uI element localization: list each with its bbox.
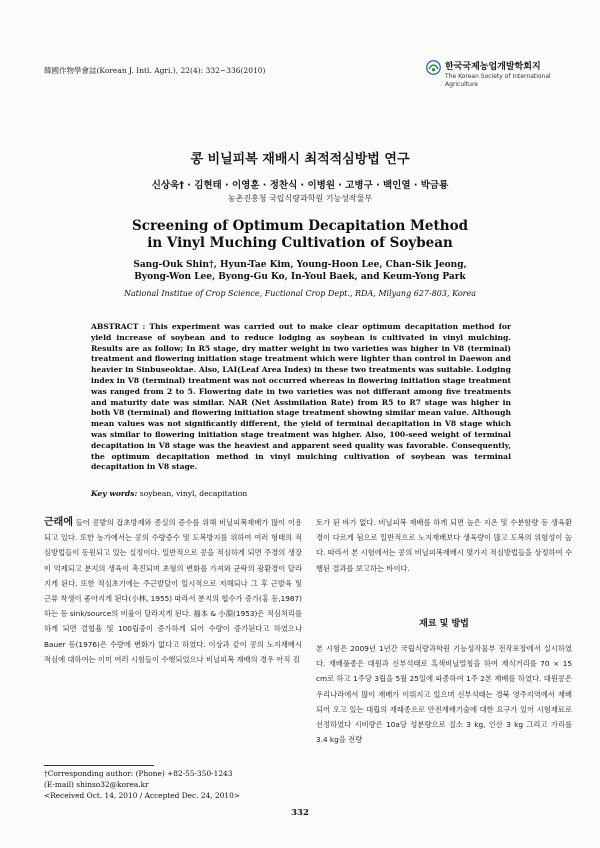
english-authors-line1: Sang-Ouk Shin†, Hyun-Tae Kim, Young-Hoon Lee, Chan-Sik Jeong, [133,260,467,270]
page-number: 332 [291,808,309,818]
methods-text: 본 시험은 2009년 1년간 국립식량과학원 기능성작물부 전작포장에서 실시하였다. 재배품종은 대원과 신부석태로 흑색비닐멀칭을 하여 재식거리를 70 × 15 cm로 하고 1주당 3립을 5월 25일에 파종하여 1주 2본 재배를 하였다. 대원콩은 우리나라에서 많이 재배가 이뤄지고 있으며 신부석태는 경북 영주지역에서 재배되어 오고 있는 대립의 재래종으로 안전재배기술에 대한 요구가 있어 시험재료로 선정하였다 시비량은 10a당 성분량으로 질소 3 kg, 인산 3 kg 그리고 가리를 3.4 kg을 전량 [316,644,572,745]
korean-title: 콩 비닐피복 재배시 최적적심방법 연구 [190,152,410,167]
keywords-label: Key words: [91,489,138,498]
society-logo-icon [426,60,441,75]
introduction-text: 들어 콩밭의 잡초방제와 종실의 증수를 위해 비닐피복재배가 많이 이용되고 있다. 또한 농가에서는 콩의 수량증수 및 도복방지를 위하여 여러 형태의 적심방법들이 동원되고 있는 실정이다. 일반적으로 콩을 적심하게 되면 주경의 생장이 억제되고 분지의 생육이 촉진되며 초형의 변화를 가져와 군락의 광환경이 달라지게 된다. 또한 적심초기에는 주근발달이 일시적으로 저해되나 그 후 근발육 및 근류 착생이 좋아지게 된다(小林, 1955) 따라서 분지의 협수가 증가(홍 등,1987)하는 등 sink/source의 비율이 달라지게 된다. 福本 & 小淵(1953)은 적심처리를 하게 되면 결협율 및 100립중이 증가하게 되어 수량이 증가된다고 하였으나 Bauer 등(1976)은 수량에 변화가 없다고 하였다. 이상과 같이 콩의 노지재배시 적심에 대하여는 이미 여러 시험들이 수행되었으나 비닐피복 재배의 경우 아직 검 [44,518,302,664]
society-name-korean: 한국국제농업개발학회지 [445,62,541,72]
english-authors-line2: Byong-Won Lee, Byong-Gu Ko, In-Youl Baek, and Keum-Yong Park [134,272,466,282]
keywords-list: soybean, vinyl, decapitation [139,489,248,498]
footnote-divider [44,765,154,766]
footnotes [44,768,302,802]
corresponding-author: †Corresponding author: (Phone) +82-55-350-1243 [44,769,233,778]
korean-affiliation: 농촌진흥청 국립식량과학원 기능성작물부 [227,194,373,203]
english-title [0,218,600,252]
methods-heading: 재료 및 방법 [419,619,469,629]
introduction-continued: 토가 된 바가 없다. 비닐피복 재배를 하게 되면 높은 지온 및 수분함량 등 생육환경이 다르게 됨으로 일반적으로 노지재배보다 생육량이 많고 도복의 위험성이 높다. 따라서 본 시험에서는 콩의 비닐피복재배시 몇가지 적심방법들을 상정하여 수행된 결과를 보고하는 바이다. [316,518,572,573]
author-email: (E-mail) shinso32@korea.kr [44,780,149,790]
english-affiliation: National Institue of Crop Science, Fuctional Crop Dept., RDA, Milyang 627-803, Korea [124,289,476,298]
english-title-line2: in Vinyl Muching Cultivation of Soybean [147,235,453,251]
received-dates: <Received Oct. 14, 2010 / Accepted Dec. 24, 2010> [44,791,240,801]
society-name-english: The Korean Society of International Agriculture [445,73,551,88]
keywords [91,489,247,498]
abstract: ABSTRACT : This experiment was carried out to make clear optimum decapitation method for yield increase of soybean and to reduce lodging as soybean is cultivated in vinyl mulching. Results are as follow; In R5 stage, dry matter weight in two varieties was higher in V8 (terminal) treatment and flowering initiation stage treatment which were lighter than control in Daewon and heavier in Sinbuseoktae. Also, LAI(Leaf Area Index) in these two treatments was suitable. Lodging index in V8 (terminal) treatment was not occurred whereas in flowering initiation stage treatment was ranged from 2 to 5. Flowering date in two varieties was not differant among five treatments and maturity date was similar. NAR (Net Assimilation Rate) from R5 to R7 stage was higher in both V8 (terminal) and flowering initiation stage treatment showing similar mean value. Although mean values was not significantly different, the yield of terminal decapitation in V8 stage which was similar to flowering initiation stage treatment was higher. Also, 100-seed weight of terminal decapitation in V8 stage was the heaviest and apparent seed quality was favorable. Consequently, the optimum decapitation method in vinyl mulching cultivation of soybean was terminal decapitation in V8 stage. [91,322,511,472]
english-authors [0,259,600,283]
introduction-column [44,515,302,667]
introduction-lead-word: 근래에 [44,517,73,528]
english-title-line1: Screening of Optimum Decapitation Method [131,218,469,234]
journal-reference: 韓國作物學會誌(Korean J. Intl. Agri.), 22(4): 332~336(2010) [44,66,266,75]
korean-authors: 신상욱† · 김현태 · 이영훈 · 정찬식 · 이병원 · 고병구 · 백인열 · 박금룡 [151,180,449,191]
